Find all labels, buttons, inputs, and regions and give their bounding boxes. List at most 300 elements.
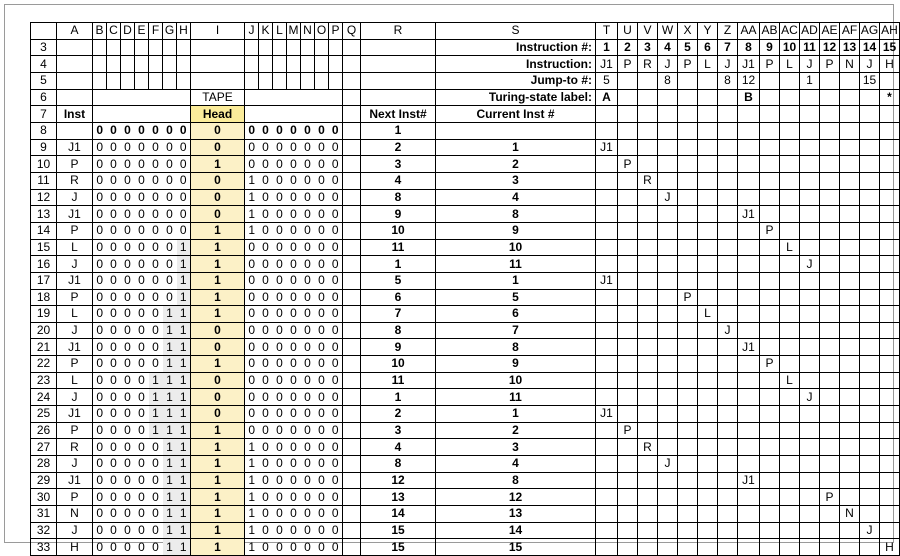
empty-cell[interactable]: [780, 422, 800, 439]
empty-cell[interactable]: [678, 422, 698, 439]
empty-cell[interactable]: [658, 422, 678, 439]
empty-cell[interactable]: [658, 256, 678, 273]
tape-cell[interactable]: 0: [273, 322, 287, 339]
tape-cell[interactable]: 0: [301, 389, 315, 406]
current-inst-cell[interactable]: 1: [436, 272, 596, 289]
tape-cell[interactable]: 0: [135, 539, 149, 556]
tape-cell[interactable]: 0: [121, 489, 135, 506]
empty-cell[interactable]: [698, 106, 718, 123]
empty-cell[interactable]: [191, 56, 245, 73]
cell-4-ab[interactable]: P: [760, 56, 780, 73]
tape-cell[interactable]: 0: [121, 356, 135, 373]
empty-cell[interactable]: [343, 172, 361, 189]
tape-cell[interactable]: 0: [245, 422, 259, 439]
instruction-mark[interactable]: J: [718, 322, 738, 339]
empty-cell[interactable]: [57, 39, 93, 56]
cell-5-t[interactable]: 5: [596, 72, 618, 89]
column-header-v[interactable]: V: [638, 23, 658, 40]
empty-cell[interactable]: [678, 239, 698, 256]
tape-cell[interactable]: 0: [107, 456, 121, 473]
empty-cell[interactable]: [880, 206, 900, 223]
empty-cell[interactable]: [698, 422, 718, 439]
empty-cell[interactable]: [191, 72, 245, 89]
empty-cell[interactable]: [760, 522, 780, 539]
cell-6-ab[interactable]: [760, 89, 780, 106]
empty-cell[interactable]: [301, 39, 315, 56]
row-number[interactable]: 7: [31, 106, 57, 123]
tape-cell[interactable]: 0: [135, 256, 149, 273]
column-header-af[interactable]: AF: [840, 23, 860, 40]
tape-cell[interactable]: 1: [177, 372, 191, 389]
tape-cell[interactable]: 0: [135, 339, 149, 356]
empty-cell[interactable]: [860, 272, 880, 289]
head-cell[interactable]: 1: [191, 272, 245, 289]
cell-6-t[interactable]: A: [596, 89, 618, 106]
tape-cell[interactable]: 0: [135, 389, 149, 406]
empty-cell[interactable]: [698, 489, 718, 506]
tape-cell[interactable]: 0: [177, 122, 191, 139]
tape-cell[interactable]: 0: [287, 139, 301, 156]
instruction-mark[interactable]: J: [800, 256, 820, 273]
empty-cell[interactable]: [329, 56, 343, 73]
next-inst-cell[interactable]: 10: [361, 222, 436, 239]
empty-cell[interactable]: [760, 172, 780, 189]
current-inst-cell[interactable]: 13: [436, 506, 596, 523]
tape-cell[interactable]: 0: [149, 456, 163, 473]
empty-cell[interactable]: [678, 372, 698, 389]
empty-cell[interactable]: [638, 189, 658, 206]
empty-cell[interactable]: [698, 439, 718, 456]
next-inst-cell[interactable]: 15: [361, 522, 436, 539]
head-cell[interactable]: 0: [191, 322, 245, 339]
empty-cell[interactable]: [343, 372, 361, 389]
empty-cell[interactable]: [638, 389, 658, 406]
instruction-mark[interactable]: R: [638, 439, 658, 456]
tape-cell[interactable]: 0: [301, 539, 315, 556]
empty-cell[interactable]: [678, 306, 698, 323]
tape-cell[interactable]: 0: [287, 206, 301, 223]
cell-6-ac[interactable]: [780, 89, 800, 106]
tape-cell[interactable]: 0: [121, 439, 135, 456]
tape-cell[interactable]: 0: [93, 372, 107, 389]
tape-cell[interactable]: 1: [163, 522, 177, 539]
row-number[interactable]: 5: [31, 72, 57, 89]
head-cell[interactable]: 1: [191, 539, 245, 556]
tape-cell[interactable]: 1: [177, 489, 191, 506]
next-inst-cell[interactable]: 3: [361, 422, 436, 439]
tape-cell[interactable]: 0: [245, 339, 259, 356]
empty-cell[interactable]: [618, 439, 638, 456]
empty-cell[interactable]: [678, 472, 698, 489]
tape-cell[interactable]: 0: [315, 172, 329, 189]
tape-cell[interactable]: 0: [301, 322, 315, 339]
empty-cell[interactable]: [738, 139, 760, 156]
tape-cell[interactable]: 0: [259, 356, 273, 373]
cell-3-t[interactable]: 1: [596, 39, 618, 56]
tape-cell[interactable]: 1: [177, 272, 191, 289]
head-cell[interactable]: 0: [191, 139, 245, 156]
current-inst-cell[interactable]: 1: [436, 139, 596, 156]
empty-cell[interactable]: [718, 389, 738, 406]
tape-cell[interactable]: 0: [329, 256, 343, 273]
empty-cell[interactable]: [678, 489, 698, 506]
empty-cell[interactable]: [596, 439, 618, 456]
empty-cell[interactable]: [329, 39, 343, 56]
empty-cell[interactable]: [273, 56, 287, 73]
empty-cell[interactable]: [860, 322, 880, 339]
empty-cell[interactable]: [880, 372, 900, 389]
tape-cell[interactable]: 0: [315, 306, 329, 323]
empty-cell[interactable]: [880, 472, 900, 489]
empty-cell[interactable]: [840, 272, 860, 289]
tape-cell[interactable]: 0: [329, 322, 343, 339]
tape-cell[interactable]: 0: [329, 189, 343, 206]
tape-cell[interactable]: 0: [273, 239, 287, 256]
tape-cell[interactable]: 0: [121, 156, 135, 173]
instruction-mark[interactable]: J: [658, 189, 678, 206]
empty-cell[interactable]: [840, 189, 860, 206]
tape-cell[interactable]: 0: [301, 472, 315, 489]
empty-cell[interactable]: [658, 172, 678, 189]
tape-cell[interactable]: 0: [245, 139, 259, 156]
cell-4-ah[interactable]: H: [880, 56, 900, 73]
empty-cell[interactable]: [638, 272, 658, 289]
empty-cell[interactable]: [638, 306, 658, 323]
empty-cell[interactable]: [698, 172, 718, 189]
cell-4-af[interactable]: N: [840, 56, 860, 73]
tape-cell[interactable]: 0: [315, 189, 329, 206]
empty-cell[interactable]: [718, 189, 738, 206]
tape-cell[interactable]: 0: [163, 206, 177, 223]
tape-cell[interactable]: 1: [245, 456, 259, 473]
empty-cell[interactable]: [658, 239, 678, 256]
empty-cell[interactable]: [618, 322, 638, 339]
tape-cell[interactable]: 0: [315, 156, 329, 173]
tape-cell[interactable]: 0: [259, 406, 273, 423]
empty-cell[interactable]: [880, 122, 900, 139]
tape-cell[interactable]: 0: [107, 389, 121, 406]
empty-cell[interactable]: [880, 306, 900, 323]
current-inst-cell[interactable]: 9: [436, 356, 596, 373]
empty-cell[interactable]: [343, 439, 361, 456]
empty-cell[interactable]: [738, 389, 760, 406]
empty-cell[interactable]: [860, 339, 880, 356]
tape-cell[interactable]: 0: [149, 472, 163, 489]
inst-cell[interactable]: P: [57, 422, 93, 439]
instruction-mark[interactable]: J1: [596, 139, 618, 156]
tape-cell[interactable]: 0: [273, 489, 287, 506]
tape-cell[interactable]: 1: [177, 306, 191, 323]
tape-cell[interactable]: 0: [93, 189, 107, 206]
tape-cell[interactable]: 0: [149, 339, 163, 356]
empty-cell[interactable]: [678, 122, 698, 139]
tape-cell[interactable]: 0: [273, 206, 287, 223]
empty-cell[interactable]: [760, 256, 780, 273]
cell-3-af[interactable]: 13: [840, 39, 860, 56]
tape-cell[interactable]: 0: [149, 306, 163, 323]
tape-cell[interactable]: 0: [177, 156, 191, 173]
head-cell[interactable]: 1: [191, 256, 245, 273]
tape-cell[interactable]: 1: [149, 389, 163, 406]
next-inst-cell[interactable]: 1: [361, 122, 436, 139]
empty-cell[interactable]: [718, 422, 738, 439]
tape-cell[interactable]: 0: [135, 356, 149, 373]
empty-cell[interactable]: [800, 289, 820, 306]
empty-cell[interactable]: [245, 56, 259, 73]
tape-cell[interactable]: 0: [273, 139, 287, 156]
head-cell[interactable]: 0: [191, 206, 245, 223]
empty-cell[interactable]: [820, 406, 840, 423]
tape-cell[interactable]: 0: [163, 256, 177, 273]
empty-cell[interactable]: [678, 506, 698, 523]
empty-cell[interactable]: [860, 356, 880, 373]
empty-cell[interactable]: [820, 256, 840, 273]
head-cell[interactable]: 1: [191, 522, 245, 539]
empty-cell[interactable]: [107, 89, 121, 106]
empty-cell[interactable]: [840, 356, 860, 373]
empty-cell[interactable]: [618, 339, 638, 356]
current-inst-cell[interactable]: 4: [436, 456, 596, 473]
inst-cell[interactable]: H: [57, 539, 93, 556]
instruction-mark[interactable]: P: [760, 356, 780, 373]
empty-cell[interactable]: [738, 522, 760, 539]
empty-cell[interactable]: [57, 56, 93, 73]
empty-cell[interactable]: [678, 389, 698, 406]
empty-cell[interactable]: [698, 356, 718, 373]
empty-cell[interactable]: [880, 189, 900, 206]
empty-cell[interactable]: [177, 89, 191, 106]
empty-cell[interactable]: [698, 456, 718, 473]
tape-cell[interactable]: 0: [135, 222, 149, 239]
empty-cell[interactable]: [273, 72, 287, 89]
head-cell[interactable]: 0: [191, 389, 245, 406]
empty-cell[interactable]: [718, 172, 738, 189]
empty-cell[interactable]: [860, 206, 880, 223]
empty-cell[interactable]: [780, 122, 800, 139]
tape-cell[interactable]: 0: [315, 389, 329, 406]
current-inst-cell[interactable]: 11: [436, 389, 596, 406]
tape-cell[interactable]: 1: [163, 372, 177, 389]
empty-cell[interactable]: [820, 356, 840, 373]
row-number[interactable]: 11: [31, 172, 57, 189]
empty-cell[interactable]: [738, 156, 760, 173]
cell-5-u[interactable]: [618, 72, 638, 89]
empty-cell[interactable]: [678, 156, 698, 173]
tape-cell[interactable]: 0: [149, 489, 163, 506]
empty-cell[interactable]: [135, 89, 149, 106]
current-inst-cell[interactable]: 4: [436, 189, 596, 206]
head-cell[interactable]: 1: [191, 239, 245, 256]
empty-cell[interactable]: [820, 439, 840, 456]
empty-cell[interactable]: [618, 372, 638, 389]
cell-4-y[interactable]: L: [698, 56, 718, 73]
tape-cell[interactable]: 0: [287, 406, 301, 423]
tape-cell[interactable]: 0: [301, 522, 315, 539]
tape-cell[interactable]: 0: [121, 372, 135, 389]
empty-cell[interactable]: [780, 272, 800, 289]
empty-cell[interactable]: [163, 89, 177, 106]
tape-cell[interactable]: 0: [135, 306, 149, 323]
tape-cell[interactable]: 0: [329, 539, 343, 556]
tape-cell[interactable]: 0: [259, 206, 273, 223]
row-number[interactable]: 18: [31, 289, 57, 306]
tape-cell[interactable]: 0: [245, 322, 259, 339]
tape-cell[interactable]: 0: [93, 339, 107, 356]
empty-cell[interactable]: [698, 506, 718, 523]
tape-cell[interactable]: 0: [273, 422, 287, 439]
tape-cell[interactable]: 0: [121, 256, 135, 273]
empty-cell[interactable]: [343, 206, 361, 223]
row-number[interactable]: 27: [31, 439, 57, 456]
instruction-mark[interactable]: P: [618, 422, 638, 439]
empty-cell[interactable]: [638, 522, 658, 539]
empty-cell[interactable]: [618, 222, 638, 239]
empty-cell[interactable]: [800, 322, 820, 339]
column-header-k[interactable]: K: [259, 23, 273, 40]
column-header-o[interactable]: O: [315, 23, 329, 40]
empty-cell[interactable]: [780, 206, 800, 223]
tape-cell[interactable]: 0: [135, 472, 149, 489]
empty-cell[interactable]: [658, 289, 678, 306]
empty-cell[interactable]: [698, 289, 718, 306]
empty-cell[interactable]: [760, 206, 780, 223]
tape-cell[interactable]: 0: [329, 272, 343, 289]
empty-cell[interactable]: [820, 139, 840, 156]
tape-cell[interactable]: 0: [121, 389, 135, 406]
empty-cell[interactable]: [638, 222, 658, 239]
inst-cell[interactable]: J: [57, 389, 93, 406]
empty-cell[interactable]: [618, 172, 638, 189]
empty-cell[interactable]: [121, 89, 135, 106]
empty-cell[interactable]: [678, 172, 698, 189]
empty-cell[interactable]: [343, 506, 361, 523]
empty-cell[interactable]: [800, 122, 820, 139]
tape-cell[interactable]: 0: [315, 422, 329, 439]
cell-5-ag[interactable]: 15: [860, 72, 880, 89]
tape-cell[interactable]: 0: [315, 539, 329, 556]
empty-cell[interactable]: [860, 289, 880, 306]
empty-cell[interactable]: [760, 489, 780, 506]
column-header-ae[interactable]: AE: [821, 23, 838, 38]
empty-cell[interactable]: [301, 56, 315, 73]
tape-cell[interactable]: 0: [273, 456, 287, 473]
tape-cell[interactable]: 0: [177, 139, 191, 156]
empty-cell[interactable]: [638, 406, 658, 423]
row-number[interactable]: 10: [31, 156, 57, 173]
row-number[interactable]: 9: [31, 139, 57, 156]
cell-4-t[interactable]: J1: [596, 56, 618, 73]
empty-cell[interactable]: [718, 256, 738, 273]
tape-cell[interactable]: 0: [135, 189, 149, 206]
empty-cell[interactable]: [760, 456, 780, 473]
tape-cell[interactable]: 0: [135, 489, 149, 506]
tape-cell[interactable]: 0: [315, 322, 329, 339]
tape-cell[interactable]: 0: [315, 522, 329, 539]
empty-cell[interactable]: [245, 89, 259, 106]
current-inst-cell[interactable]: 15: [436, 539, 596, 556]
empty-cell[interactable]: [596, 239, 618, 256]
instruction-mark[interactable]: R: [638, 172, 658, 189]
empty-cell[interactable]: [718, 339, 738, 356]
empty-cell[interactable]: [343, 156, 361, 173]
column-header-c[interactable]: C: [107, 23, 121, 40]
empty-cell[interactable]: [163, 39, 177, 56]
tape-cell[interactable]: 0: [245, 406, 259, 423]
empty-cell[interactable]: [738, 372, 760, 389]
tape-cell[interactable]: 0: [287, 306, 301, 323]
empty-cell[interactable]: [800, 339, 820, 356]
empty-cell[interactable]: [245, 106, 259, 123]
empty-cell[interactable]: [658, 439, 678, 456]
empty-cell[interactable]: [800, 156, 820, 173]
empty-cell[interactable]: [880, 156, 900, 173]
column-header-w[interactable]: W: [658, 23, 678, 40]
cell-4-ac[interactable]: L: [780, 56, 800, 73]
empty-cell[interactable]: [718, 489, 738, 506]
empty-cell[interactable]: [780, 522, 800, 539]
empty-cell[interactable]: [760, 272, 780, 289]
tape-cell[interactable]: 0: [287, 389, 301, 406]
empty-cell[interactable]: [343, 122, 361, 139]
inst-cell[interactable]: R: [57, 439, 93, 456]
empty-cell[interactable]: [163, 72, 177, 89]
empty-cell[interactable]: [343, 472, 361, 489]
empty-cell[interactable]: [658, 539, 678, 556]
empty-cell[interactable]: [780, 389, 800, 406]
empty-cell[interactable]: [698, 339, 718, 356]
tape-cell[interactable]: 0: [315, 406, 329, 423]
empty-cell[interactable]: [738, 439, 760, 456]
tape-cell[interactable]: 1: [177, 506, 191, 523]
empty-cell[interactable]: [820, 456, 840, 473]
empty-cell[interactable]: [840, 406, 860, 423]
empty-cell[interactable]: [880, 506, 900, 523]
next-inst-cell[interactable]: 11: [361, 239, 436, 256]
empty-cell[interactable]: [760, 439, 780, 456]
tape-cell[interactable]: 0: [93, 439, 107, 456]
tape-cell[interactable]: 0: [163, 239, 177, 256]
next-inst-cell[interactable]: 4: [361, 172, 436, 189]
current-inst-cell[interactable]: 10: [436, 239, 596, 256]
tape-cell[interactable]: 1: [177, 389, 191, 406]
empty-cell[interactable]: [678, 272, 698, 289]
empty-cell[interactable]: [780, 222, 800, 239]
empty-cell[interactable]: [287, 72, 301, 89]
empty-cell[interactable]: [315, 72, 329, 89]
empty-cell[interactable]: [800, 139, 820, 156]
empty-cell[interactable]: [738, 106, 760, 123]
current-inst-cell[interactable]: 6: [436, 306, 596, 323]
empty-cell[interactable]: [329, 106, 343, 123]
empty-cell[interactable]: [596, 172, 618, 189]
empty-cell[interactable]: [93, 39, 107, 56]
tape-cell[interactable]: 0: [287, 222, 301, 239]
instruction-mark[interactable]: P: [618, 156, 638, 173]
tape-cell[interactable]: 0: [301, 172, 315, 189]
empty-cell[interactable]: [840, 322, 860, 339]
tape-cell[interactable]: 0: [121, 272, 135, 289]
cell-3-u[interactable]: 2: [618, 39, 638, 56]
next-inst-cell[interactable]: 4: [361, 439, 436, 456]
empty-cell[interactable]: [618, 139, 638, 156]
empty-cell[interactable]: [596, 222, 618, 239]
empty-cell[interactable]: [658, 122, 678, 139]
tape-cell[interactable]: 0: [177, 172, 191, 189]
tape-cell[interactable]: 1: [177, 522, 191, 539]
tape-cell[interactable]: 0: [93, 356, 107, 373]
tape-cell[interactable]: 1: [245, 489, 259, 506]
cell-3-ae[interactable]: 12: [820, 39, 840, 56]
